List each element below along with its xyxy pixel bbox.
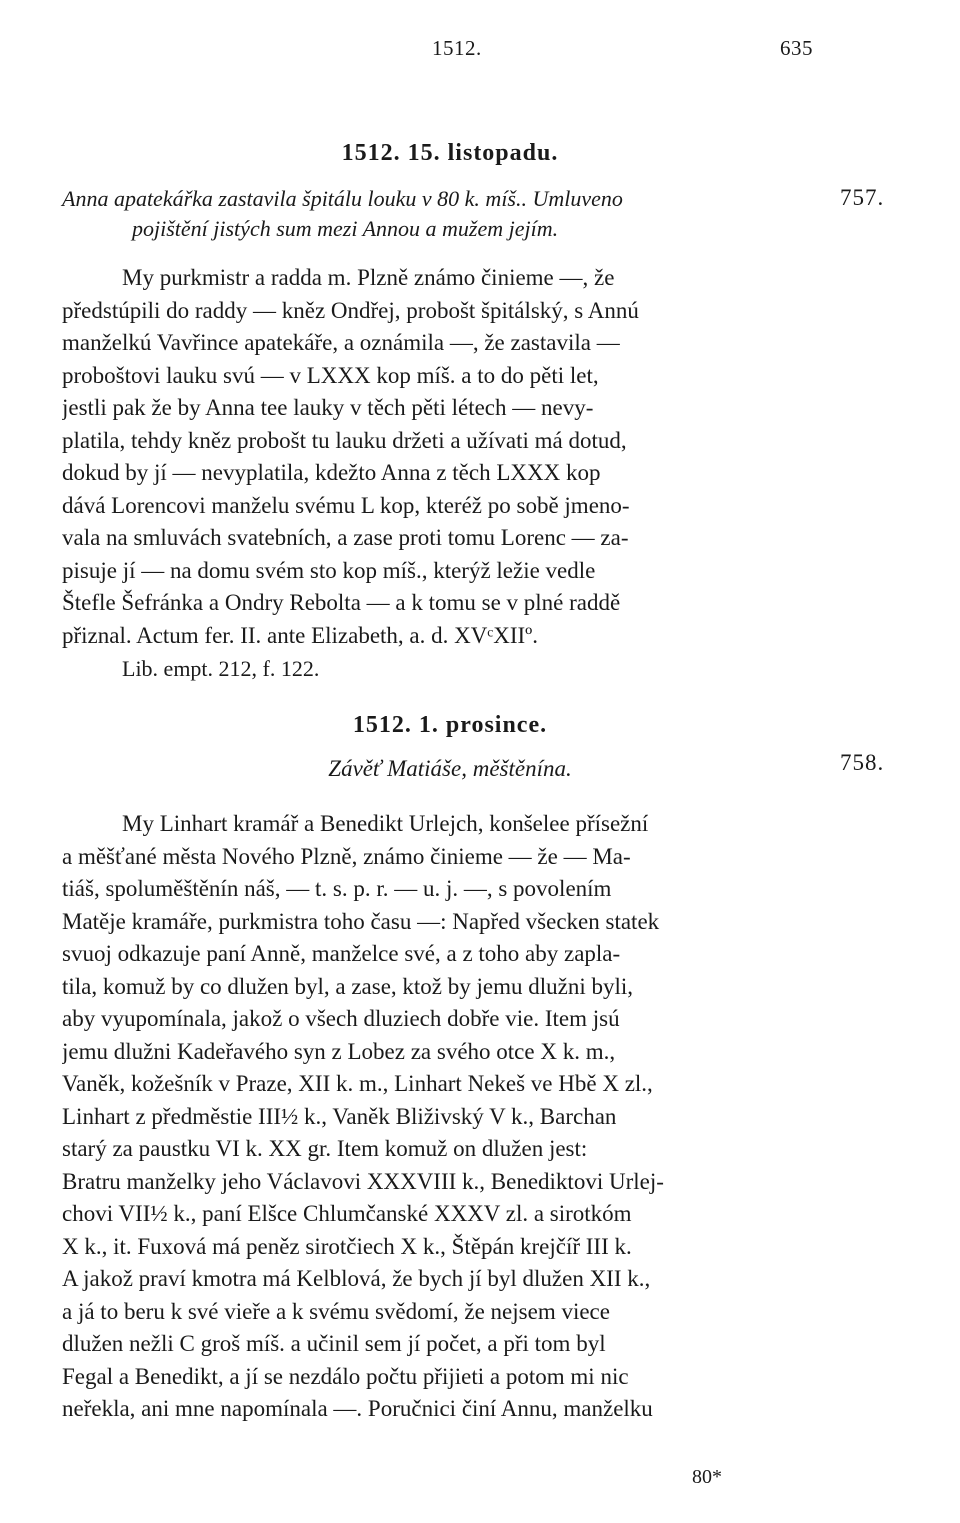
text-line: přiznal. Actum fer. II. ante Elizabeth, a. d. XVᶜXIIº. <box>62 622 539 648</box>
text-line: dlužen nežli C groš míš. a učinil sem jí počet, a při tom byl <box>62 1331 606 1356</box>
text-line: svuoj odkazuje paní Anně, manželce své, a z toho aby zapla- <box>62 941 621 966</box>
entry-758-text <box>62 808 832 1426</box>
text-line: X k., it. Fuxová má peněz sirotčiech X k., Štěpán krejčíř III k. <box>62 1233 632 1259</box>
text-line: platila, tehdy kněz probošt tu lauku držeti a užívati má dotud, <box>62 427 627 453</box>
text-line: Vaněk, kožešník v Praze, XII k. m., Linhart Nekeš ve Hbě X zl., <box>62 1071 653 1096</box>
text-line: a měšťané města Nového Plzně, známo činieme — že — Ma- <box>62 843 631 869</box>
entry-757-number: 757. <box>840 185 885 210</box>
text-line: Linhart z předměstie III½ k., Vaněk Bliživský V k., Barchan <box>62 1103 617 1129</box>
text-line: a já to beru k své vieře a k svému svědomí, že nejsem viece <box>62 1298 610 1324</box>
text-line: chovi VII½ k., paní Elšce Chlumčanské XXXV zl. a sirotkóm <box>62 1201 632 1226</box>
entry-758-date: 1512. 1. prosince. <box>352 712 548 738</box>
text-line: My purkmistr a radda m. Plzně známo činieme —, že <box>122 265 615 290</box>
entry-757-regest-line: pojištění jistých sum mezi Annou a mužem jejím. <box>132 216 559 241</box>
text-line: tila, komuž by co dlužen byl, a zase, ktož by jemu dlužni byli, <box>62 973 634 999</box>
text-line: manželkú Vavřince apatekáře, a oznámila —, že zastavila — <box>62 330 620 355</box>
text-line: jestli pak že by Anna tee lauky v těch pěti létech — nevy- <box>62 395 594 420</box>
text-line: tiáš, spoluměštěnín náš, — t. s. p. r. — u. j. —, s povolením <box>62 876 612 901</box>
running-header-year: 1512. <box>432 36 482 60</box>
entry-758-title: Závěť Matiáše, měštěnína. <box>328 756 572 781</box>
text-line: My Linhart kramář a Benedikt Urlejch, konšelee přísežní <box>122 811 649 836</box>
entry-758-number: 758. <box>840 750 885 775</box>
page-number: 635 <box>780 36 813 60</box>
text-line: starý za paustku VI k. XX gr. Item komuž on dlužen jest: <box>62 1136 588 1161</box>
entry-757-source: Lib. empt. 212, f. 122. <box>122 656 320 681</box>
text-line: předstúpili do raddy — kněz Ondřej, probošt špitálský, s Annú <box>62 297 639 323</box>
text-line: Matěje kramáře, purkmistra toho času —: Napřed všecken statek <box>62 908 660 934</box>
text-line: dokud by jí — nevyplatila, kdežto Anna z těch LXXX kop <box>62 460 601 485</box>
text-line: Bratru manželky jeho Václavovi XXXVIII k., Benediktovi Urlej- <box>62 1168 664 1194</box>
text-line: proboštovi lauku svú — v LXXX kop míš. a to do pěti let, <box>62 362 599 388</box>
text-line: dává Lorencovi manželu svému L kop, kteréž po sobě jmeno- <box>62 492 630 518</box>
text-line: Štefle Šefránka a Ondry Rebolta — a k tomu se v plné raddě <box>62 590 621 615</box>
text-line: A jakož praví kmotra má Kelblová, že bych jí byl dlužen XII k., <box>62 1266 651 1291</box>
text-line: Fegal a Benedikt, a jí se nezdálo počtu přijieti a potom mi nic <box>62 1363 629 1389</box>
text-line: neřekla, ani mne napomínala —. Poručnici činí Annu, manželku <box>62 1396 653 1421</box>
signature-mark: 80* <box>692 1466 722 1488</box>
text-line: pisuje jí — na domu svém sto kop míš., kterýž ležie vedle <box>62 557 596 583</box>
entry-757-regest-line: Anna apatekářka zastavila špitálu louku v 80 k. míš.. Umluveno <box>62 186 623 211</box>
entry-757-regest <box>62 184 832 244</box>
entry-757-text <box>62 262 832 652</box>
text-line: jemu dlužni Kadeřavého syn z Lobez za svého otce X k. m., <box>62 1038 616 1064</box>
text-line: aby vyupomínala, jakož o všech dluziech dobře vie. Item jsú <box>62 1006 620 1031</box>
text-line: vala na smluvách svatebních, a zase proti tomu Lorenc — za- <box>62 525 629 550</box>
entry-757-date: 1512. 15. listopadu. <box>341 140 559 166</box>
